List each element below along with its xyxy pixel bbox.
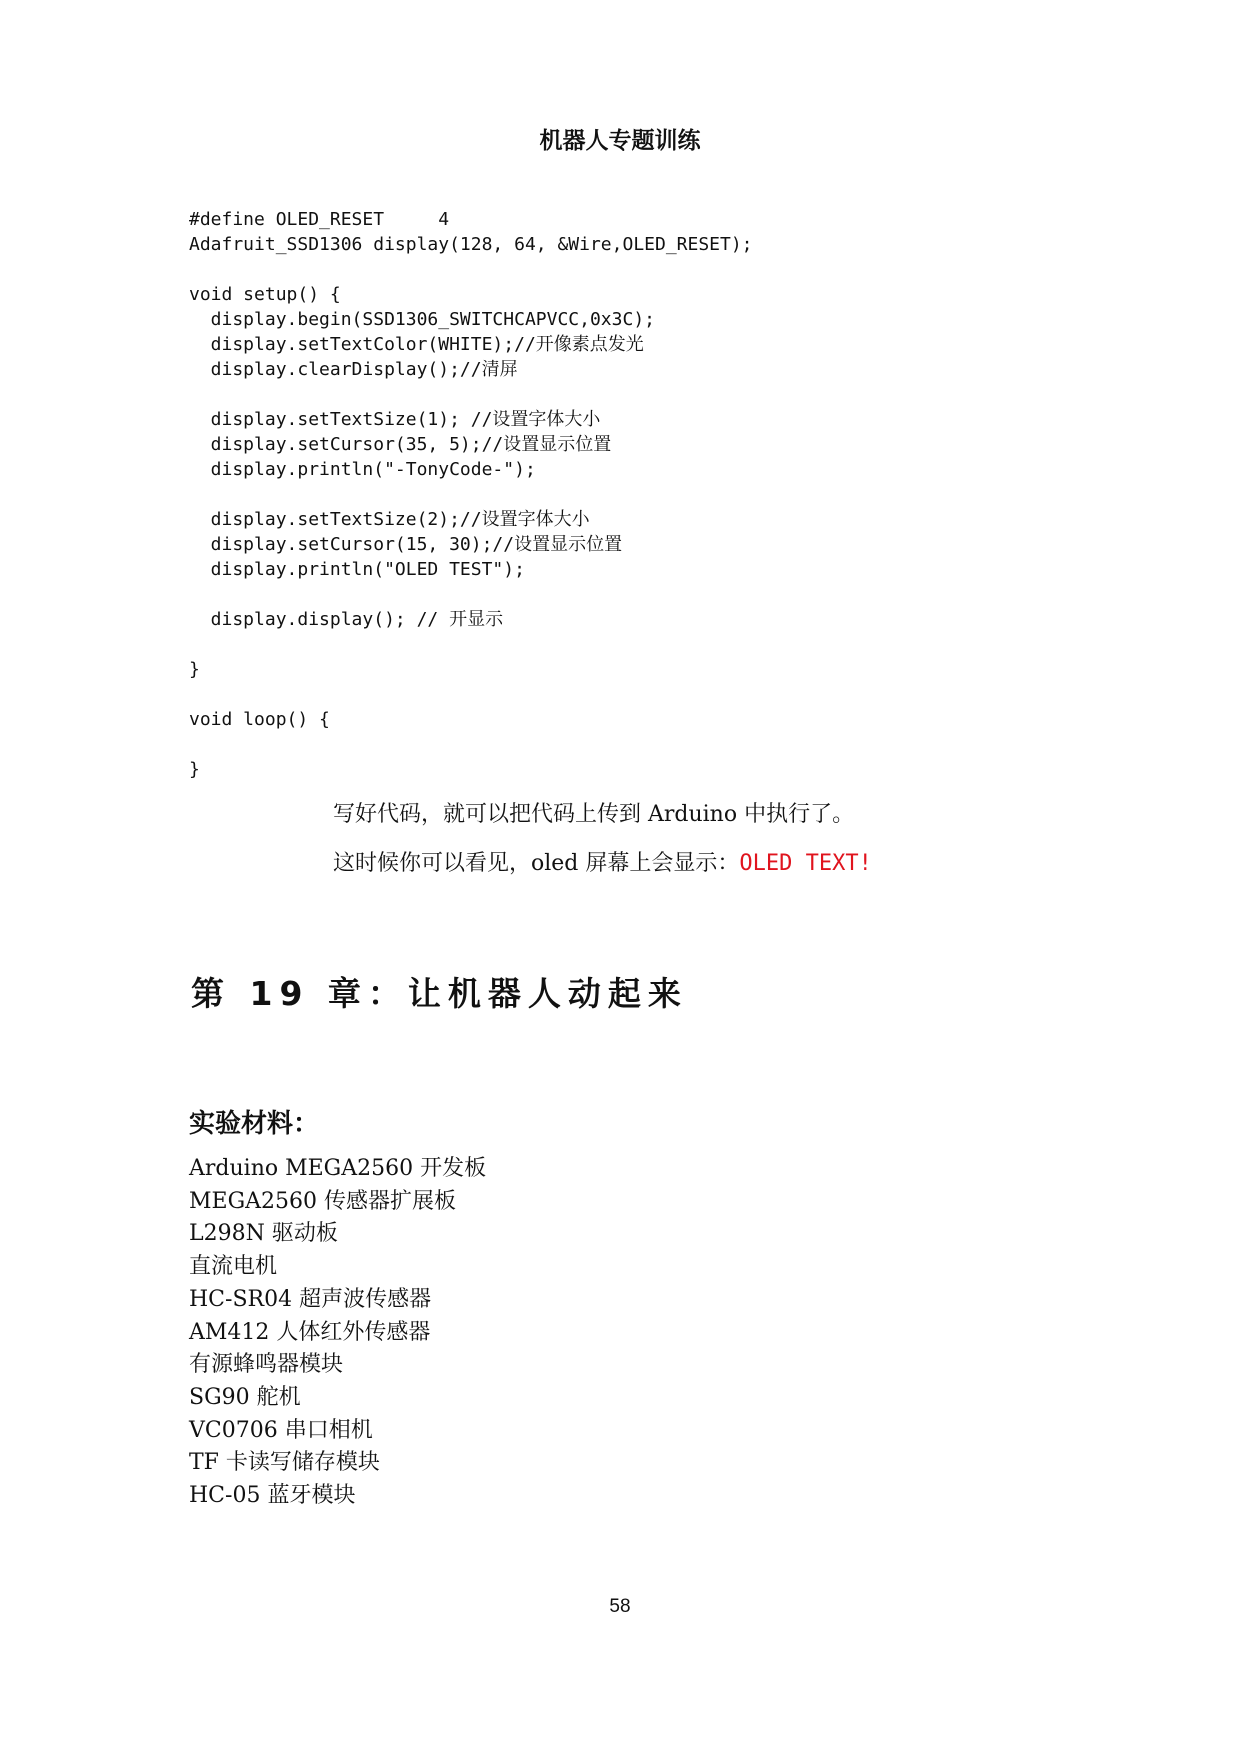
note-display-result — [333, 846, 872, 877]
list-item: L298N 驱动板 — [189, 1221, 338, 1247]
code-line: void setup() { — [189, 284, 341, 305]
note-upload-instruction: 写好代码，就可以把代码上传到 Arduino 中执行了。 — [333, 802, 855, 827]
code-line — [189, 382, 753, 407]
code-line — [189, 632, 753, 657]
code-line — [189, 582, 753, 607]
list-item: SG90 舵机 — [189, 1384, 301, 1410]
code-line: display.setTextColor(WHITE);//开像素点发光 — [189, 334, 644, 355]
list-item: Arduino MEGA2560 开发板 — [189, 1156, 487, 1181]
code-line: display.setCursor(35, 5);//设置显示位置 — [189, 434, 612, 455]
page-number: 58 — [609, 1596, 631, 1617]
materials-list — [189, 1153, 486, 1513]
list-item: MEGA2560 传感器扩展板 — [189, 1188, 457, 1214]
list-item: VC0706 串口相机 — [189, 1417, 373, 1443]
list-item: 有源蜂鸣器模块 — [189, 1352, 344, 1378]
code-line — [189, 482, 753, 507]
code-line — [189, 682, 753, 707]
code-line: } — [189, 759, 200, 780]
code-line: display.begin(SSD1306_SWITCHCAPVCC,0x3C); — [189, 309, 655, 330]
code-line — [189, 732, 753, 757]
code-line: display.clearDisplay();//清屏 — [189, 359, 518, 380]
list-item: AM412 人体红外传感器 — [189, 1319, 431, 1345]
code-line: } — [189, 659, 200, 680]
list-item: HC-SR04 超声波传感器 — [189, 1286, 432, 1312]
code-line: display.println("OLED TEST"); — [189, 559, 525, 580]
code-line: display.display(); // 开显示 — [189, 609, 504, 630]
section-title-materials: 实验材料： — [189, 1109, 320, 1139]
code-line: void loop() { — [189, 709, 330, 730]
code-block — [189, 207, 753, 782]
oled-text-highlight: OLED TEXT! — [739, 851, 872, 876]
code-line: display.setCursor(15, 30);//设置显示位置 — [189, 534, 623, 555]
code-line: Adafruit_SSD1306 display(128, 64, &Wire,OLED_RESET); — [189, 234, 753, 255]
code-line: #define OLED_RESET 4 — [189, 209, 450, 230]
list-item: TF 卡读写储存模块 — [189, 1450, 380, 1476]
page-header-title: 机器人专题训练 — [539, 128, 701, 154]
chapter-title: 第 19 章：让机器人动起来 — [191, 974, 688, 1013]
list-item: 直流电机 — [189, 1254, 278, 1280]
code-line — [189, 257, 753, 282]
list-item: HC-05 蓝牙模块 — [189, 1483, 356, 1509]
code-line: display.setTextSize(2);//设置字体大小 — [189, 509, 590, 530]
note-display-prefix: 这时候你可以看见，oled 屏幕上会显示： — [333, 851, 740, 876]
code-line: display.println("-TonyCode-"); — [189, 459, 536, 480]
code-line: display.setTextSize(1); //设置字体大小 — [189, 409, 601, 430]
